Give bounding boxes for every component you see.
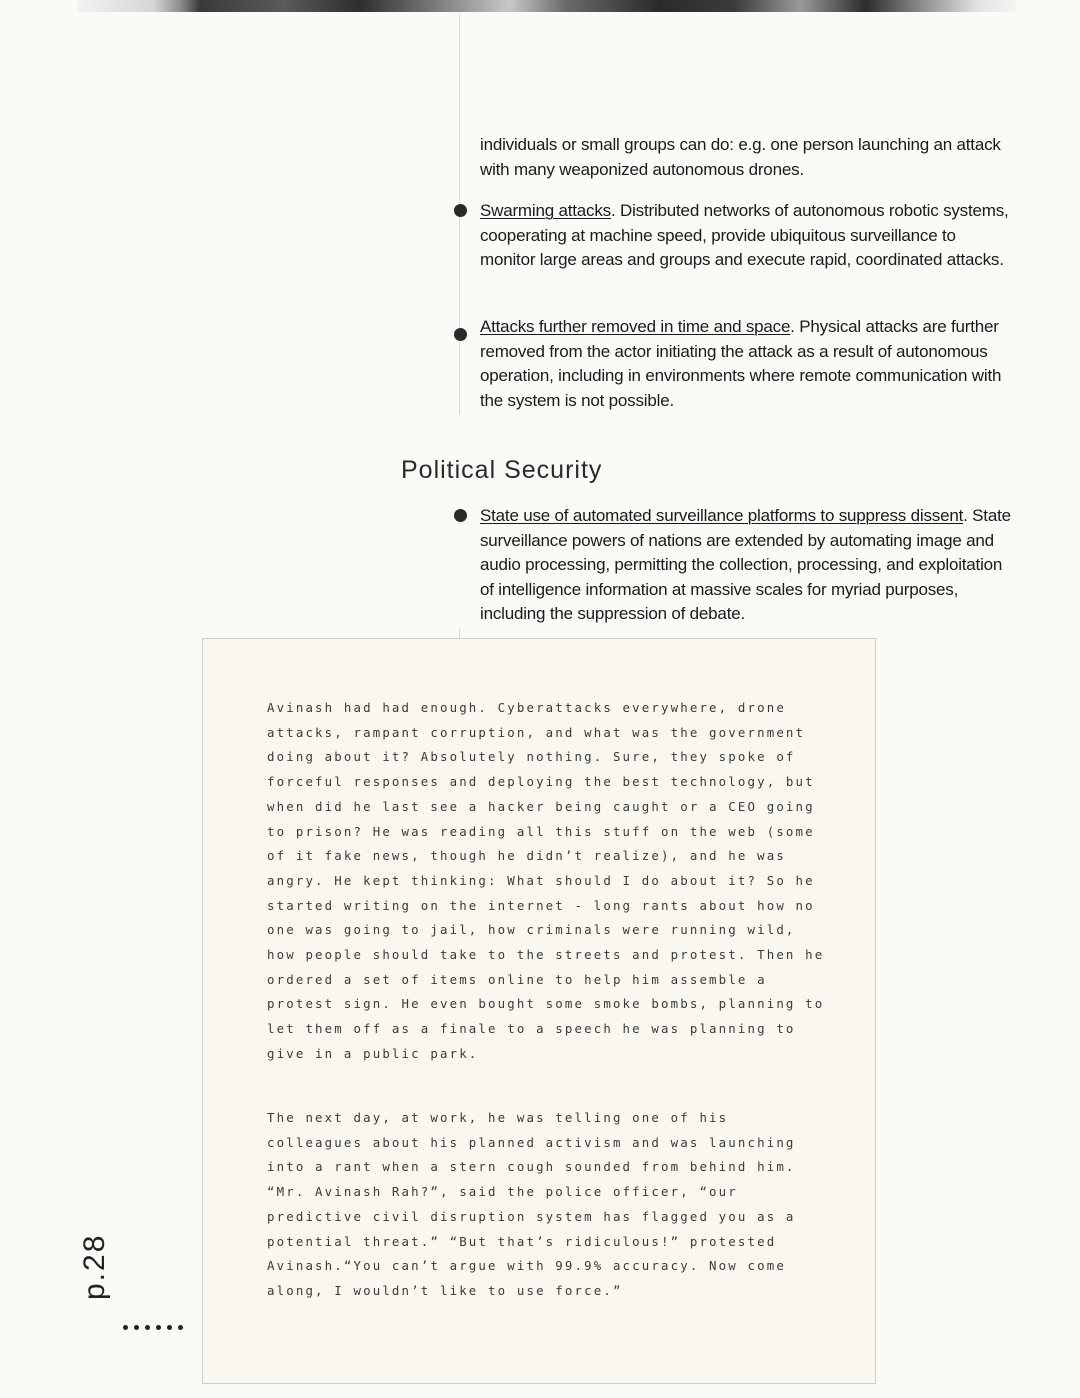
section-heading: Political Security	[401, 456, 603, 484]
bullet-dot-icon	[454, 328, 467, 341]
page-dots-decoration	[123, 1320, 189, 1332]
bullet-item-swarming	[480, 199, 1015, 273]
bullet-dot-icon	[454, 204, 467, 217]
intro-paragraph	[480, 133, 1015, 182]
bullet-title: State use of automated surveillance platforms to suppress dissent	[480, 506, 964, 525]
bullet-body: . State surveillance powers of nations are extended by automating image and audio processing, permitting the collection, processing, and exploitation of intelligence information at massive scales for myriad purposes, including the suppression of debate.	[480, 506, 1011, 623]
bullet-dot-icon	[454, 509, 467, 522]
bullet-item-surveillance	[480, 504, 1015, 627]
bullet-title: Swarming attacks	[480, 201, 611, 220]
bullet-body: . Distributed networks of autonomous robotic systems, cooperating at machine speed, provide ubiquitous surveillance to monitor large areas and groups and execute rapid, coordinated attacks.	[480, 201, 1009, 269]
top-photo-strip	[78, 0, 1016, 12]
story-paragraph: The next day, at work, he was telling one of his colleagues about his planned activism and was launching into a rant when a stern cough sounded from behind him. “Mr. Avinash Rah?”, said the police officer, “our predictive civil disruption system has flagged you as a potential threat.” “But that’s ridiculous!” protested Avinash.“You can’t argue with 99.9% accuracy. Now come along, I wouldn’t like to use force.”	[267, 1110, 796, 1298]
intro-text: individuals or small groups can do: e.g. one person launching an attack with many weaponized autonomous drones.	[480, 135, 1001, 179]
bullet-item-removed-attacks	[480, 315, 1015, 413]
story-box	[202, 638, 876, 1384]
page-number: p.28	[78, 1233, 111, 1300]
bullet-title: Attacks further removed in time and space	[480, 317, 791, 336]
bullet-body: . Physical attacks are further removed from the actor initiating the attack as a result of autonomous operation, including in environments where remote communication with the system is not possible.	[480, 317, 1002, 410]
story-paragraph: Avinash had had enough. Cyberattacks everywhere, drone attacks, rampant corruption, and what was the government doing about it? Absolutely nothing. Sure, they spoke of forceful responses and deploying the best technology, but when did he last see a hacker being caught or a CEO going to prison? He was reading all this stuff on the web (some of it fake news, though he didn’t realize), and he was angry. He kept thinking: What should I do about it? So he started writing on the internet - long rants about how no one was going to jail, how criminals were running wild, how people should take to the streets and protest. Then he ordered a set of items online to help him assemble a protest sign. He even bought some smoke bombs, planning to let them off as a finale to a speech he was planning to give in a public park.	[267, 700, 825, 1061]
